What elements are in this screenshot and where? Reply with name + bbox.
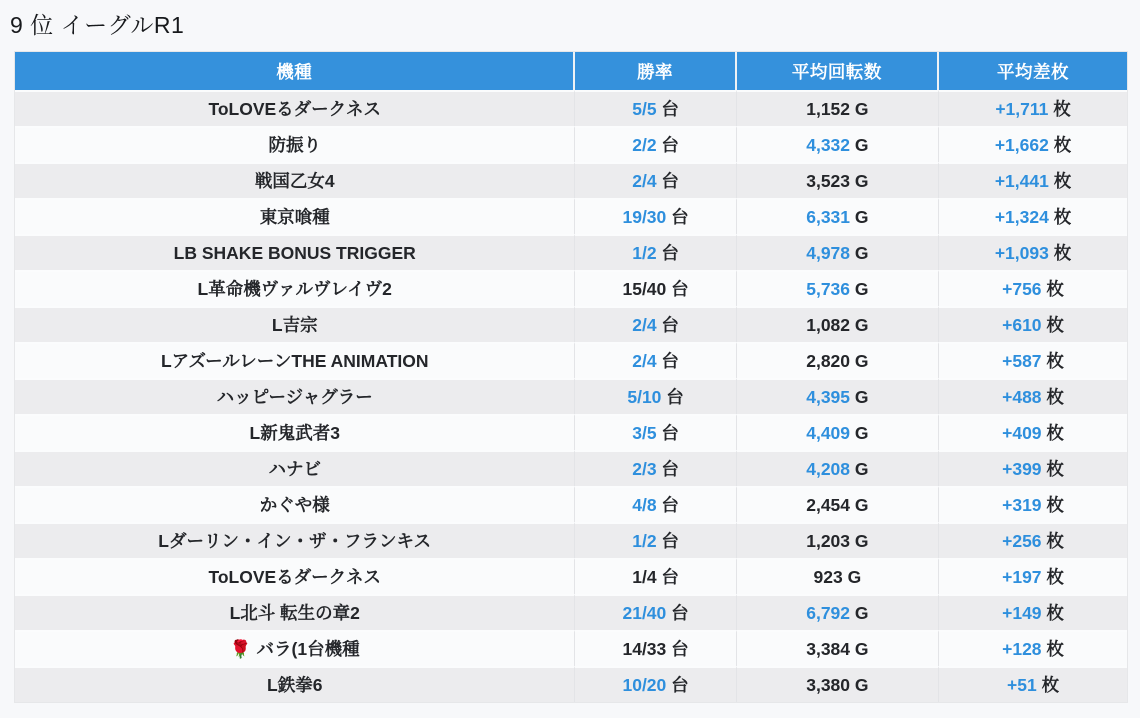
win-rate-unit: 台 xyxy=(671,207,689,227)
avg-spins-unit: G xyxy=(854,531,869,551)
machine-name-cell xyxy=(15,666,575,702)
avg-spins-unit: G xyxy=(854,387,869,407)
avg-spins-value: 6,331 xyxy=(806,207,851,227)
avg-diff-cell xyxy=(939,486,1127,522)
win-rate-cell xyxy=(575,666,736,702)
avg-spins-unit: G xyxy=(854,135,869,155)
machine-name: LアズールレーンTHE ANIMATION xyxy=(160,351,429,371)
avg-spins-unit: G xyxy=(854,99,869,119)
avg-diff-value: +197 xyxy=(1002,567,1042,587)
avg-spins-cell xyxy=(737,270,939,306)
win-rate-value: 19/30 xyxy=(622,207,667,227)
win-rate-value: 2/4 xyxy=(632,315,657,335)
avg-diff-unit: 枚 xyxy=(1046,387,1064,407)
table-row xyxy=(15,594,1127,630)
table-row xyxy=(15,486,1127,522)
machine-name: L革命機ヴァルヴレイヴ2 xyxy=(197,279,392,299)
avg-diff-unit: 枚 xyxy=(1041,675,1060,695)
win-rate-cell xyxy=(575,558,736,594)
avg-spins-unit: G xyxy=(854,279,869,299)
win-rate-value: 2/3 xyxy=(632,459,657,479)
machine-name-cell xyxy=(15,342,575,378)
machine-name-cell xyxy=(15,378,575,414)
win-rate-unit: 台 xyxy=(671,603,689,623)
avg-diff-cell xyxy=(939,522,1127,558)
avg-diff-unit: 枚 xyxy=(1046,459,1064,479)
win-rate-cell xyxy=(575,270,736,306)
machine-name-cell xyxy=(15,234,575,270)
avg-spins-cell xyxy=(737,414,939,450)
win-rate-unit: 台 xyxy=(661,459,679,479)
avg-spins-unit: G xyxy=(847,567,862,587)
avg-spins-value: 2,820 xyxy=(806,351,851,371)
avg-spins-cell xyxy=(737,234,939,270)
avg-spins-cell xyxy=(737,486,939,522)
avg-diff-unit: 枚 xyxy=(1046,531,1064,551)
win-rate-value: 3/5 xyxy=(632,423,657,443)
avg-spins-unit: G xyxy=(854,603,869,623)
avg-spins-cell xyxy=(737,522,939,558)
avg-spins-unit: G xyxy=(854,207,869,227)
avg-spins-cell xyxy=(737,306,939,342)
avg-diff-unit: 枚 xyxy=(1046,315,1064,335)
win-rate-cell xyxy=(575,414,736,450)
avg-diff-unit: 枚 xyxy=(1046,423,1064,443)
avg-spins-unit: G xyxy=(854,351,869,371)
avg-spins-cell xyxy=(737,558,939,594)
win-rate-value: 5/5 xyxy=(632,99,657,119)
machine-ranking-table xyxy=(14,51,1128,703)
machine-name: L北斗 転生の章2 xyxy=(229,603,360,623)
win-rate-value: 2/4 xyxy=(632,351,657,371)
avg-diff-cell xyxy=(939,378,1127,414)
avg-spins-unit: G xyxy=(854,459,869,479)
win-rate-unit: 台 xyxy=(671,279,689,299)
table-row xyxy=(15,666,1127,702)
header-row xyxy=(15,52,1127,90)
avg-diff-unit: 枚 xyxy=(1053,171,1072,191)
table-row xyxy=(15,90,1127,126)
win-rate-value: 5/10 xyxy=(627,387,662,407)
win-rate-value: 14/33 xyxy=(622,639,667,659)
win-rate-unit: 台 xyxy=(671,639,689,659)
win-rate-value: 15/40 xyxy=(622,279,667,299)
machine-name: Lダーリン・イン・ザ・フランキス xyxy=(158,531,432,551)
avg-diff-value: +319 xyxy=(1002,495,1042,515)
avg-diff-unit: 枚 xyxy=(1046,279,1064,299)
avg-diff-unit: 枚 xyxy=(1046,495,1064,515)
win-rate-unit: 台 xyxy=(671,675,689,695)
table-row xyxy=(15,270,1127,306)
win-rate-cell xyxy=(575,126,736,162)
table-row xyxy=(15,306,1127,342)
avg-spins-unit: G xyxy=(854,315,869,335)
machine-name: L鉄拳6 xyxy=(267,675,323,695)
avg-spins-unit: G xyxy=(854,675,869,695)
machine-name-cell xyxy=(15,126,575,162)
win-rate-cell xyxy=(575,378,736,414)
page-title: 9 位 イーグルR1 xyxy=(10,12,185,38)
machine-name-cell xyxy=(15,630,575,666)
avg-spins-cell xyxy=(737,450,939,486)
table-row xyxy=(15,162,1127,198)
avg-spins-cell xyxy=(737,378,939,414)
machine-name: 戦国乙女4 xyxy=(254,171,335,191)
avg-spins-value: 4,332 xyxy=(806,135,851,155)
machine-name-cell xyxy=(15,270,575,306)
avg-diff-value: +409 xyxy=(1002,423,1042,443)
avg-spins-value: 1,082 xyxy=(806,315,851,335)
win-rate-unit: 台 xyxy=(666,387,684,407)
win-rate-unit: 台 xyxy=(661,171,679,191)
avg-spins-value: 2,454 xyxy=(806,495,851,515)
avg-diff-value: +399 xyxy=(1002,459,1042,479)
table-row xyxy=(15,198,1127,234)
win-rate-unit: 台 xyxy=(661,99,679,119)
machine-name-cell xyxy=(15,198,575,234)
avg-diff-value: +756 xyxy=(1002,279,1042,299)
table-row xyxy=(15,558,1127,594)
table-row xyxy=(15,450,1127,486)
machine-name-cell xyxy=(15,594,575,630)
avg-diff-unit: 枚 xyxy=(1053,207,1072,227)
avg-diff-value: +488 xyxy=(1002,387,1042,407)
header-avg-spins: 平均回転数 xyxy=(737,52,939,90)
avg-diff-unit: 枚 xyxy=(1046,567,1064,587)
avg-spins-cell xyxy=(737,162,939,198)
win-rate-unit: 台 xyxy=(661,315,679,335)
win-rate-cell xyxy=(575,306,736,342)
machine-table-body xyxy=(15,90,1127,702)
avg-diff-cell xyxy=(939,594,1127,630)
win-rate-cell xyxy=(575,522,736,558)
win-rate-cell xyxy=(575,450,736,486)
avg-diff-cell xyxy=(939,558,1127,594)
avg-diff-value: +149 xyxy=(1002,603,1042,623)
avg-diff-cell xyxy=(939,306,1127,342)
avg-diff-unit: 枚 xyxy=(1053,99,1071,119)
win-rate-value: 4/8 xyxy=(632,495,657,515)
avg-diff-unit: 枚 xyxy=(1046,639,1064,659)
win-rate-value: 1/2 xyxy=(632,531,657,551)
avg-diff-cell xyxy=(939,126,1127,162)
avg-diff-value: +1,093 xyxy=(994,243,1049,263)
table-row xyxy=(15,522,1127,558)
win-rate-value: 1/4 xyxy=(632,567,657,587)
avg-diff-cell xyxy=(939,666,1127,702)
machine-name: かぐや様 xyxy=(259,495,330,515)
avg-spins-value: 6,792 xyxy=(806,603,851,623)
avg-diff-unit: 枚 xyxy=(1053,243,1072,263)
avg-spins-value: 4,208 xyxy=(806,459,851,479)
avg-diff-value: +587 xyxy=(1002,351,1042,371)
avg-spins-value: 1,152 xyxy=(806,99,851,119)
avg-spins-cell xyxy=(737,342,939,378)
avg-spins-value: 923 xyxy=(813,567,843,587)
machine-name-cell xyxy=(15,90,575,126)
win-rate-cell xyxy=(575,162,736,198)
avg-diff-cell xyxy=(939,198,1127,234)
avg-diff-value: +1,324 xyxy=(994,207,1049,227)
avg-spins-value: 3,523 xyxy=(806,171,851,191)
win-rate-unit: 台 xyxy=(661,423,679,443)
avg-spins-value: 5,736 xyxy=(806,279,851,299)
header-win-rate: 勝率 xyxy=(575,52,736,90)
avg-spins-cell xyxy=(737,126,939,162)
header-avg-diff: 平均差枚 xyxy=(939,52,1127,90)
avg-spins-value: 1,203 xyxy=(806,531,851,551)
avg-diff-cell xyxy=(939,414,1127,450)
win-rate-value: 21/40 xyxy=(622,603,667,623)
avg-diff-unit: 枚 xyxy=(1053,135,1072,155)
avg-diff-cell xyxy=(939,270,1127,306)
avg-spins-unit: G xyxy=(854,171,869,191)
avg-diff-cell xyxy=(939,90,1127,126)
table-row xyxy=(15,378,1127,414)
machine-name: ToLOVEるダークネス xyxy=(208,567,381,587)
avg-diff-value: +128 xyxy=(1002,639,1042,659)
machine-name-cell xyxy=(15,162,575,198)
machine-name: ToLOVEるダークネス xyxy=(208,99,381,119)
avg-diff-value: +1,662 xyxy=(994,135,1049,155)
avg-diff-value: +1,441 xyxy=(994,171,1049,191)
avg-spins-cell xyxy=(737,666,939,702)
avg-spins-unit: G xyxy=(854,639,869,659)
win-rate-cell xyxy=(575,342,736,378)
machine-name-cell xyxy=(15,450,575,486)
machine-name: L吉宗 xyxy=(271,315,318,335)
machine-name: ハッピージャグラー xyxy=(216,387,373,407)
avg-diff-unit: 枚 xyxy=(1046,351,1064,371)
win-rate-cell xyxy=(575,234,736,270)
win-rate-unit: 台 xyxy=(661,531,679,551)
machine-name-cell xyxy=(15,558,575,594)
win-rate-unit: 台 xyxy=(661,351,679,371)
avg-spins-value: 3,384 xyxy=(806,639,851,659)
avg-spins-value: 4,395 xyxy=(806,387,851,407)
win-rate-cell xyxy=(575,594,736,630)
machine-name: 防振り xyxy=(268,135,321,155)
avg-diff-unit: 枚 xyxy=(1046,603,1064,623)
machine-name: ハナビ xyxy=(268,459,321,479)
avg-diff-value: +51 xyxy=(1007,675,1037,695)
avg-diff-cell xyxy=(939,450,1127,486)
machine-name-cell xyxy=(15,522,575,558)
avg-diff-value: +1,711 xyxy=(995,99,1049,119)
win-rate-cell xyxy=(575,630,736,666)
table-row xyxy=(15,234,1127,270)
machine-name: L新鬼武者3 xyxy=(249,423,340,443)
machine-name: 🌹 バラ(1台機種 xyxy=(229,639,360,659)
avg-diff-value: +610 xyxy=(1002,315,1042,335)
avg-diff-cell xyxy=(939,234,1127,270)
machine-name-cell xyxy=(15,414,575,450)
header-machine: 機種 xyxy=(15,52,575,90)
avg-diff-cell xyxy=(939,630,1127,666)
table-row xyxy=(15,126,1127,162)
avg-spins-unit: G xyxy=(854,495,869,515)
machine-name: LB SHAKE BONUS TRIGGER xyxy=(173,243,416,263)
win-rate-unit: 台 xyxy=(661,567,679,587)
win-rate-cell xyxy=(575,486,736,522)
avg-diff-value: +256 xyxy=(1002,531,1042,551)
table-row xyxy=(15,630,1127,666)
table-row xyxy=(15,414,1127,450)
win-rate-unit: 台 xyxy=(661,135,679,155)
machine-name-cell xyxy=(15,486,575,522)
win-rate-value: 2/2 xyxy=(632,135,657,155)
avg-spins-cell xyxy=(737,198,939,234)
machine-name-cell xyxy=(15,306,575,342)
win-rate-cell xyxy=(575,198,736,234)
avg-diff-cell xyxy=(939,342,1127,378)
avg-spins-cell xyxy=(737,630,939,666)
machine-name: 東京喰種 xyxy=(259,207,330,227)
win-rate-cell xyxy=(575,90,736,126)
table-header xyxy=(15,52,1127,90)
avg-spins-value: 4,978 xyxy=(806,243,851,263)
win-rate-value: 1/2 xyxy=(632,243,657,263)
avg-diff-cell xyxy=(939,162,1127,198)
win-rate-value: 2/4 xyxy=(632,171,657,191)
table-row xyxy=(15,342,1127,378)
win-rate-value: 10/20 xyxy=(622,675,667,695)
win-rate-unit: 台 xyxy=(661,243,679,263)
avg-spins-cell xyxy=(737,90,939,126)
avg-spins-unit: G xyxy=(854,243,869,263)
avg-spins-value: 3,380 xyxy=(806,675,851,695)
avg-spins-value: 4,409 xyxy=(806,423,851,443)
win-rate-unit: 台 xyxy=(661,495,679,515)
avg-spins-unit: G xyxy=(854,423,869,443)
avg-spins-cell xyxy=(737,594,939,630)
